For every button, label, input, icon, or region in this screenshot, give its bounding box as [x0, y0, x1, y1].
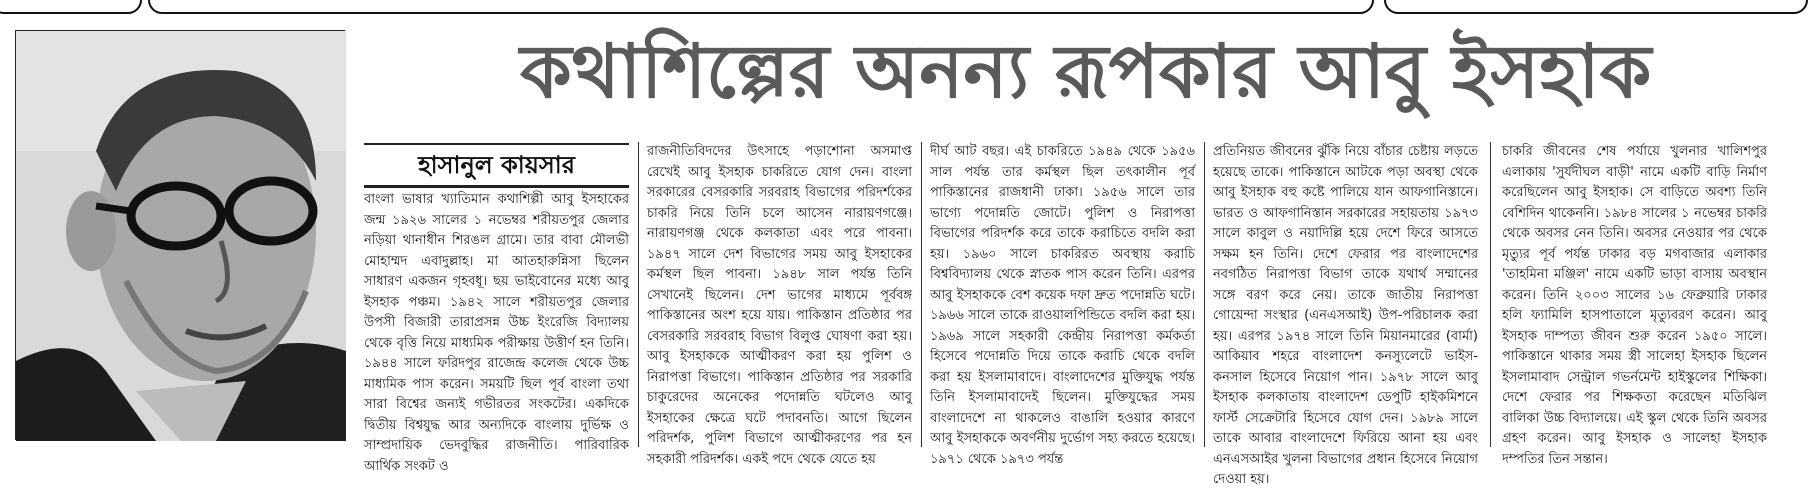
column-divider — [638, 142, 639, 447]
page-frame-right — [1384, 0, 1808, 14]
article-headline: কথাশিল্পের অনন্য রূপকার আবু ইসহাক — [520, 29, 1652, 115]
article-column-2 — [647, 142, 912, 467]
column-1-text: বাংলা ভাষার খ্যাতিমান কথাশিল্পী আবু ইসহাকের জন্ম ১৯২৬ সালের ১ নভেম্বর শরীয়তপুর জেলার নড়িয়া থানাধীন শিরঙল গ্রামে। তার বাবা মৌলভী মোহাম্মদ এবাদুল্লাহ। মা আতহারুন্নিসা ছিলেন সাধারণ একজন গৃহবধূ। ছয় ভাইবোনের মধ্যে আবু ইসহাক পঞ্চম। ১৯৪২ সালে শরীয়তপুর জেলার উপসী বিজারী তারাপ্রসন্ন উচ্চ ইংরেজি বিদ্যালয় থেকে বৃত্তি নিয়ে মাধ্যমিক পরীক্ষায় উত্তীর্ণ হন তিনি। ১৯৪৪ সালে ফরিদপুর রাজেন্দ্র কলেজ থেকে উচ্চ মাধ্যমিক পাস করেন। সময়টি ছিল পূর্ব বাংলা তথা সারা বিশ্বের জন্যই গভীরতর সংকটের। একদিকে দ্বিতীয় বিশ্বযুদ্ধ আর অন্যদিকে বাংলায় দুর্ভিক্ষ ও সাম্প্রদায়িক ভেদবুদ্ধির রাজনীতি। পারিবারিক আর্থিক সংকট ও — [364, 192, 629, 474]
column-3-text: দীর্ঘ আট বছর। এই চাকরিতে ১৯৪৯ থেকে ১৯৫৬ সাল পর্যন্ত তার কর্মস্থল ছিল তৎকালীন পূর্ব পাকিস্তানের রাজধানী ঢাকা। ১৯৫৬ সালে তার ভাগ্যে পদোন্নতি জোটে। পুলিশ ও নিরাপত্তা বিভাগের পরিদর্শক করে তাকে করাচিতে বদলি করা হয়। ১৯৬০ সালে চাকরিরত অবস্থায় করাচি বিশ্ববিদ্যালয় থেকে স্নাতক পাস করেন তিনি। এরপর আবু ইসহাককে বেশ কয়েক দফা দ্রুত পদোন্নতি ঘটে। ১৯৬৬ সালে তাকে রাওয়ালপিন্ডিতে বদলি করা হয়। ১৯৬৯ সালে সহকারী কেন্দ্রীয় নিরাপত্তা কর্মকর্তা হিসেবে পদোন্নতি দিয়ে তাকে করাচি থেকে বদলি করা হয় ইসলামাবাদে। বাংলাদেশের মুক্তিযুদ্ধ পর্যন্ত তিনি ইসলামাবাদেই ছিলেন। মুক্তিযুদ্ধের সময় বাংলাদেশে না থাকলেও বাঙালি হওয়ার কারণে আবু ইসহাককে অবর্ণনীয় দুর্ভোগ সহ্য করতে হয়েছে। ১৯৭১ থেকে ১৯৭৩ পর্যন্ত — [930, 144, 1195, 467]
page-frame-middle — [148, 0, 1374, 14]
article-column-5 — [1502, 142, 1767, 467]
byline-rule-bottom — [364, 185, 629, 188]
column-divider — [921, 142, 922, 447]
author-byline: হাসানুল কায়সার — [418, 151, 575, 179]
page-frame-left — [0, 0, 142, 14]
column-5-text: চাকরি জীবনের শেষ পর্যায়ে খুলনার খালিশপুর এলাকায় 'সুর্যদীঘল বাড়ী' নামে একটি বাড়ি নির্মাণ করেছিলেন আবু ইসহাক। সে বাড়িতে অবশ্য তিনি বেশিদিন থাকেননি। ১৯৮৪ সালের ১ নভেম্বর চাকরি থেকে অবসর নেন তিনি। অবসর নেওয়ার পর থেকে মৃত্যুর পূর্ব পর্যন্ত ঢাকার বড় মগবাজার এলাকার 'তাহমিনা মঞ্জিল' নামে একটি ভাড়া বাসায় অবস্থান করেন। তিনি ২০০৩ সালের ১৬ ফেব্রুয়ারি ঢাকার হলি ফ্যামিলি হাসপাতালে মৃত্যুবরণ করেন। আবু ইসহাক দাম্পত্য জীবন শুরু করেন ১৯৫০ সালে। পাকিস্তানে থাকার সময় স্ত্রী সালেহা ইসহাক ছিলেন ইসলামাবাদ সেন্ট্রাল গভর্নমেন্ট হাইস্কুলের শিক্ষিকা। দেশে ফেরার পর শিক্ষকতা করেছেন মতিঝিল বালিকা উচ্চ বিদ্যালয়ে। এই স্কুল থেকে তিনি অবসর গ্রহণ করেন। আবু ইসহাক ও সালেহা ইসহাক দম্পতির তিন সন্তান। — [1502, 144, 1767, 467]
column-2-text: রাজনীতিবিদদের উৎসাহে পড়াশোনা অসমাপ্ত রেখেই আবু ইসহাক চাকরিতে যোগ দেন। বাংলা সরকারের বেসরকারি সরবরাহ বিভাগের পরিদর্শকের চাকরি নিয়ে তিনি চলে আসেন নারায়ণগঞ্জে। নারায়ণগঞ্জ থেকে কলকাতা এবং পরে পাবনা। ১৯৪৭ সালে দেশ বিভাগের সময় আবু ইসহাকের কর্মস্থল ছিল পাবনা। ১৯৪৮ সাল পর্যন্ত তিনি সেখানেই ছিলেন। দেশ ভাগের মাধ্যমে পূর্ববঙ্গ পাকিস্তানের অংশ হয়ে যায়। পাকিস্তান প্রতিষ্ঠার পর বেসরকারি সরবরাহ বিভাগ বিলুপ্ত ঘোষণা করা হয়। আবু ইসহাককে আত্মীকরণ করা হয় পুলিশ ও নিরাপত্তা বিভাগে। পাকিস্তান প্রতিষ্ঠার পর সরকারি চাকুরেদের অনেকের পদোন্নতি ঘটলেও আবু ইসহাকের ক্ষেত্রে ঘটে পদাবনতি। আগে ছিলেন পরিদর্শক, পুলিশ বিভাগে আত্মীকরণের পর হন সহকারী পরিদর্শক। একই পদে থেকে যেতে হয় — [647, 144, 912, 467]
byline-rule-top — [364, 143, 629, 145]
author-portrait-photo — [15, 30, 345, 440]
article-column-1 — [364, 190, 629, 474]
article-column-3 — [930, 142, 1195, 467]
column-divider — [1204, 142, 1205, 447]
article-column-4 — [1213, 142, 1478, 487]
column-4-text: প্রতিনিয়ত জীবনের ঝুঁকি নিয়ে বাঁচার চেষ্টায় লড়তে হয়েছে তাকে। পাকিস্তানে আটকে পড়া অবস্থা থেকে আবু ইসহাক বহু কষ্টে পালিয়ে যান আফগানিস্তানে। ভারত ও আফগানিস্তান সরকারের সহায়তায় ১৯৭৩ সালে কাবুল ও নয়াদিল্লি হয়ে দেশে ফিরে আসতে সক্ষম হন তিনি। দেশে ফেরার পর বাংলাদেশের নবগঠিত নিরাপত্তা বিভাগ তাকে যথার্থ সম্মানের সঙ্গে বরণ করে নেয়। তাকে জাতীয় নিরাপত্তা গোয়েন্দা সংস্থার (এনএসআই) উপ-পরিচালক করা হয়। এরপর ১৯৭৪ সালে তিনি মিয়ানমারের (বার্মা) আকিয়াব শহরে বাংলাদেশ কনস্যুলেটে ভাইস-কনসাল হিসেবে নিয়োগ পান। ১৯৭৮ সালে আবু ইসহাক কলকাতায় বাংলাদেশ ডেপুটি হাইকমিশনে ফার্স্ট সেক্রেটারি হিসেবে যোগ দেন। ১৯৮৯ সালে তাকে আবার বাংলাদেশে ফিরিয়ে আনা হয় এবং এনএসআইর খুলনা বিভাগের প্রধান হিসেবে নিয়োগ দেওয়া হয়। — [1213, 144, 1478, 487]
column-divider — [1490, 142, 1491, 447]
